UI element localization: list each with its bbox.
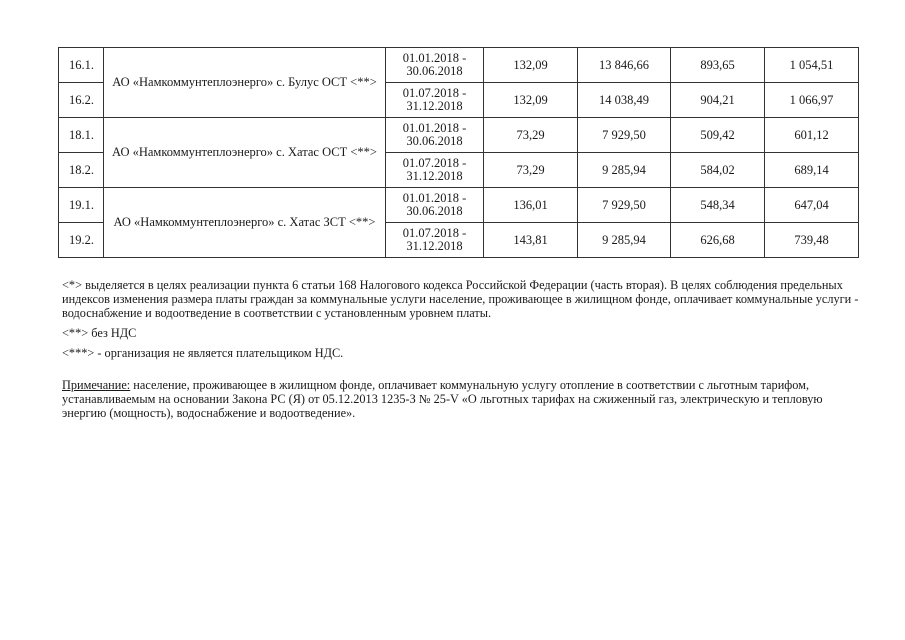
value-cell: 893,65 xyxy=(671,48,765,83)
value-cell: 132,09 xyxy=(484,48,578,83)
period-cell: 01.07.2018 - 31.12.2018 xyxy=(386,83,484,118)
period-cell: 01.01.2018 - 30.06.2018 xyxy=(386,118,484,153)
period-cell: 01.01.2018 - 30.06.2018 xyxy=(386,48,484,83)
value-cell: 647,04 xyxy=(765,188,859,223)
table-row xyxy=(59,48,859,83)
row-number: 18.2. xyxy=(59,153,104,188)
row-number: 19.1. xyxy=(59,188,104,223)
value-cell: 548,34 xyxy=(671,188,765,223)
table-row xyxy=(59,188,859,223)
footnote-vat-allocation: <*> выделяется в целях реализации пункта 6 статьи 168 Налогового кодекса Российской Федерации (часть вторая). В целях соблюдения предельных индексов изменения размера платы граждан за коммунальные услуги население, проживающее в жилищном фонде, оплачивает коммунальные услуги - водоснабжение и водоотведение в соответствии с установленным уровнем платы. xyxy=(62,278,859,320)
value-cell: 143,81 xyxy=(484,223,578,258)
value-cell: 13 846,66 xyxy=(578,48,671,83)
value-cell: 689,14 xyxy=(765,153,859,188)
period-cell: 01.01.2018 - 30.06.2018 xyxy=(386,188,484,223)
footnote-not-vat-payer: <***> - организация не является плательщиком НДС. xyxy=(62,346,344,360)
value-cell: 9 285,94 xyxy=(578,223,671,258)
value-cell: 1 066,97 xyxy=(765,83,859,118)
value-cell: 509,42 xyxy=(671,118,765,153)
value-cell: 7 929,50 xyxy=(578,188,671,223)
value-cell: 7 929,50 xyxy=(578,118,671,153)
organization-cell: АО «Намкоммунтеплоэнерго» с. Булус ОСТ <**> xyxy=(104,48,386,118)
period-cell: 01.07.2018 - 31.12.2018 xyxy=(386,223,484,258)
row-number: 16.1. xyxy=(59,48,104,83)
footnotes xyxy=(62,278,862,360)
remark-text: население, проживающее в жилищном фонде, оплачивает коммунальную услугу отопление в соответствии с льготным тарифом, устанавливаемым на основании Закона РС (Я) от 05.12.2013 1235-З № 25-V «О льготных тарифах на сжиженный газ, электрическую и тепловую энергию (мощность), водоснабжение и водоотведение». xyxy=(62,378,823,420)
row-number: 19.2. xyxy=(59,223,104,258)
footnote-no-vat: <**> без НДС xyxy=(62,326,137,340)
value-cell: 584,02 xyxy=(671,153,765,188)
value-cell: 73,29 xyxy=(484,153,578,188)
row-number: 18.1. xyxy=(59,118,104,153)
tariff-table xyxy=(58,47,859,258)
organization-cell: АО «Намкоммунтеплоэнерго» с. Хатас ОСТ <**> xyxy=(104,118,386,188)
value-cell: 904,21 xyxy=(671,83,765,118)
value-cell: 132,09 xyxy=(484,83,578,118)
remark-label: Примечание: xyxy=(62,378,131,392)
table-row xyxy=(59,118,859,153)
row-number: 16.2. xyxy=(59,83,104,118)
value-cell: 1 054,51 xyxy=(765,48,859,83)
remark-paragraph xyxy=(62,378,862,420)
value-cell: 601,12 xyxy=(765,118,859,153)
value-cell: 136,01 xyxy=(484,188,578,223)
period-cell: 01.07.2018 - 31.12.2018 xyxy=(386,153,484,188)
value-cell: 73,29 xyxy=(484,118,578,153)
value-cell: 626,68 xyxy=(671,223,765,258)
organization-cell: АО «Намкоммунтеплоэнерго» с. Хатас ЗСТ <**> xyxy=(104,188,386,258)
value-cell: 739,48 xyxy=(765,223,859,258)
value-cell: 9 285,94 xyxy=(578,153,671,188)
value-cell: 14 038,49 xyxy=(578,83,671,118)
